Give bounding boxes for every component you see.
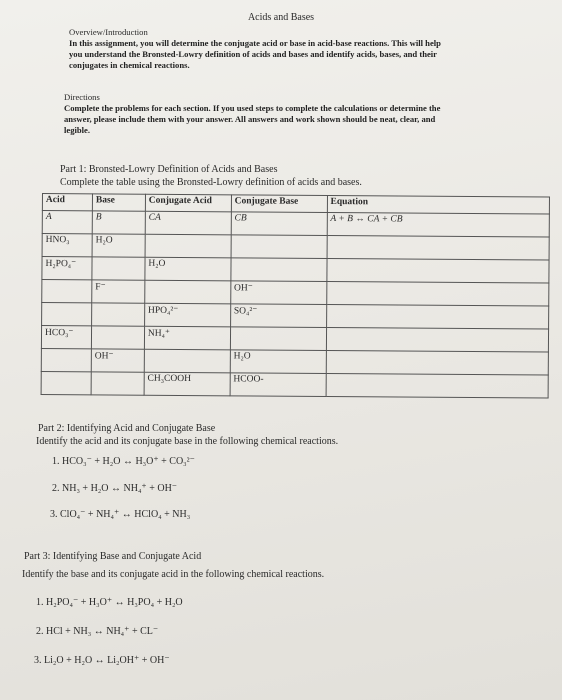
part3-instruction: Identify the base and its conjugate acid in the following chemical reactions.: [22, 569, 325, 580]
table-cell[interactable]: F⁻: [92, 280, 145, 303]
part2-title: Part 2: Identifying Acid and Conjugate Base: [38, 423, 216, 434]
table-cell: CA: [145, 211, 231, 235]
overview-section: [69, 27, 549, 71]
table-cell[interactable]: [42, 280, 92, 303]
part2-question-2: 2. NH₃ + H₂O ↔ NH₄⁺ + OH⁻: [52, 483, 178, 494]
table-cell[interactable]: HPO₄²⁻: [144, 303, 230, 327]
table-cell[interactable]: [326, 304, 549, 329]
part2-question-3: 3. ClO₄⁻ + NH₄⁺ ↔ HClO₄ + NH₃: [50, 509, 191, 520]
table-cell: CB: [231, 212, 327, 236]
part3-question-3: 3. Li₂O + H₂O ↔ Li₂OH⁺ + OH⁻: [34, 655, 170, 666]
table-cell[interactable]: [145, 234, 231, 258]
table-cell[interactable]: H₂PO₄⁻: [42, 257, 92, 280]
table-cell[interactable]: [41, 371, 91, 394]
table-cell[interactable]: [42, 303, 92, 326]
directions-heading: Directions: [64, 92, 100, 102]
overview-line-2: you understand the Bronsted-Lowry definition of acids and bases and identify acids, bases, and their: [69, 49, 437, 59]
overview-line-1: In this assignment, you will determine the conjugate acid or base in acid-base reactions. This will help: [69, 38, 441, 48]
table-cell[interactable]: [144, 349, 230, 373]
table-cell[interactable]: H₂O: [145, 257, 231, 281]
part3-question-2: 2. HCl + NH₃ ↔ NH₄⁺ + CL⁻: [36, 626, 159, 637]
table-cell[interactable]: HCOO-: [230, 373, 326, 397]
table-cell[interactable]: [326, 350, 549, 375]
column-header: Conjugate Acid: [145, 194, 231, 212]
directions-line-1: Complete the problems for each section. If you used steps to complete the calculations or determine the: [64, 103, 441, 113]
part2-instruction: Identify the acid and its conjugate base in the following chemical reactions.: [36, 436, 339, 447]
directions-line-2: answer, please include them with your answer. All answers and work shown should be neat, clear, and: [64, 114, 436, 124]
column-header: Base: [92, 194, 145, 211]
part3-question-1: 1. H₂PO₄⁻ + H₃O⁺ ↔ H₃PO₄ + H₂O: [36, 597, 183, 608]
table-cell[interactable]: NH₄⁺: [144, 326, 230, 350]
directions-line-3: legible.: [64, 125, 91, 135]
part1-instruction: Complete the table using the Bronsted-Lowry definition of acids and bases.: [60, 177, 362, 188]
table-cell[interactable]: HCO₃⁻: [41, 326, 91, 349]
table-cell[interactable]: [326, 373, 549, 398]
table-cell[interactable]: CH₃COOH: [144, 372, 230, 396]
table-cell[interactable]: [92, 257, 145, 280]
column-header: Conjugate Base: [231, 195, 327, 213]
table-cell[interactable]: [91, 326, 144, 349]
table-cell: B: [92, 211, 145, 234]
table-cell[interactable]: OH⁻: [91, 349, 144, 372]
table-cell[interactable]: HNO₃: [42, 234, 92, 257]
column-header: Equation: [327, 195, 550, 214]
table-cell[interactable]: H₂O: [92, 234, 145, 257]
directions-section: [64, 92, 552, 136]
part3-title: Part 3: Identifying Base and Conjugate Acid: [24, 551, 202, 562]
part2-question-1: 1. HCO₃⁻ + H₂O ↔ H₃O⁺ + CO₃²⁻: [52, 456, 195, 467]
table-cell: A + B ↔ CA + CB: [327, 212, 550, 237]
table-cell[interactable]: [231, 235, 327, 259]
table-cell[interactable]: [326, 258, 549, 283]
table-cell[interactable]: [231, 258, 327, 282]
table-cell[interactable]: [327, 235, 550, 260]
column-header: Acid: [42, 194, 92, 211]
part1-title: Part 1: Bronsted-Lowry Definition of Acids and Bases: [60, 164, 278, 175]
overview-line-3: conjugates in chemical reactions.: [69, 60, 190, 70]
table-cell[interactable]: [92, 303, 145, 326]
table-cell[interactable]: [41, 348, 91, 371]
table-cell[interactable]: [230, 327, 326, 351]
table-cell[interactable]: H₂O: [230, 350, 326, 374]
bronsted-lowry-table: [41, 193, 550, 399]
overview-heading: Overview/Introduction: [69, 27, 148, 37]
table-cell[interactable]: SO₄²⁻: [230, 304, 326, 328]
table-cell: A: [42, 211, 92, 234]
table-cell[interactable]: [326, 281, 549, 306]
table-cell[interactable]: [145, 280, 231, 304]
page-title: Acids and Bases: [247, 12, 315, 23]
table-cell[interactable]: [91, 372, 144, 395]
table-cell[interactable]: OH⁻: [230, 281, 326, 305]
table-row: [41, 371, 548, 398]
table-cell[interactable]: [326, 327, 549, 352]
